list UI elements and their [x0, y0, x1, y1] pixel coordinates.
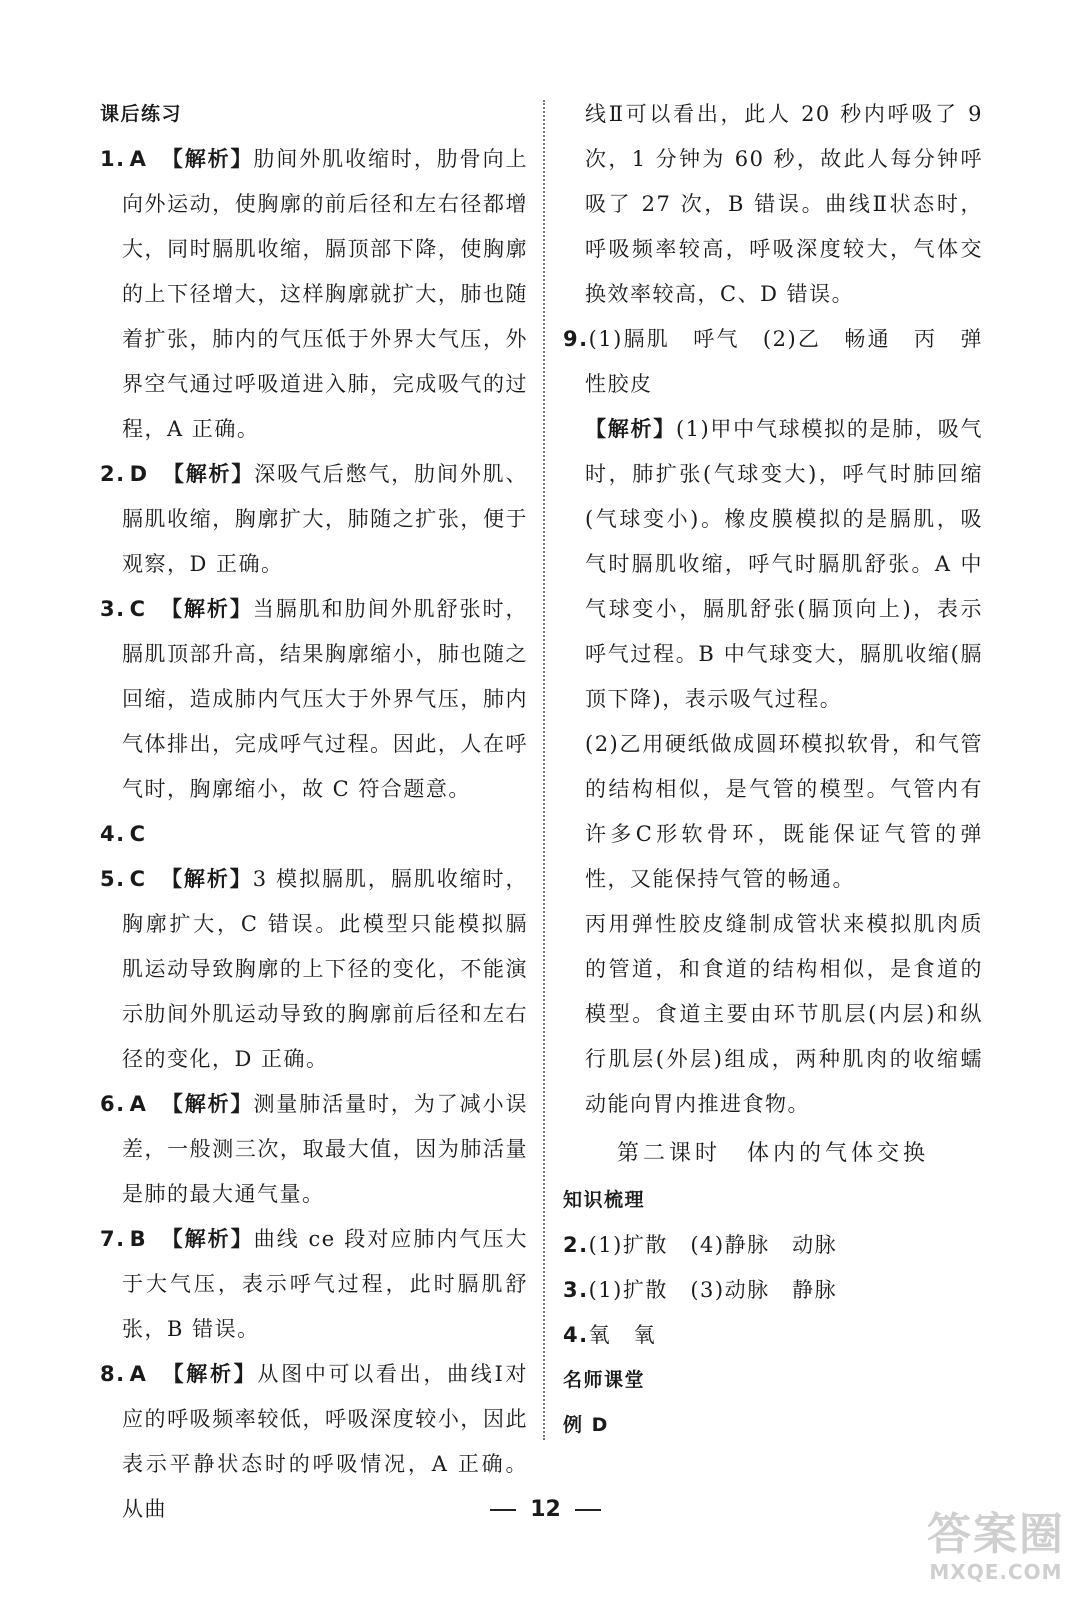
- watermark-url: MXQE.COM: [929, 1560, 1063, 1584]
- answer-letter: C: [129, 822, 147, 846]
- question-5: [100, 857, 528, 1082]
- question-3: [100, 587, 528, 812]
- knowledge-item-4: [563, 1313, 983, 1358]
- analysis-text: 当膈肌和肋间外肌舒张时，膈肌顶部升高，结果胸廓缩小，肺也随之回缩，造成肺内气压大于外界气压，肺内气体排出，完成呼气过程。因此，人在呼气时，胸廓缩小，故 C 符合题意。: [122, 597, 529, 801]
- question-2: [100, 452, 528, 587]
- section-heading-practice: 课后练习: [100, 103, 183, 125]
- answer-letter: A: [129, 147, 148, 171]
- answer-letter: D: [129, 462, 149, 486]
- analysis-text: 3 模拟膈肌，膈肌收缩时，胸廓扩大，C 错误。此模型只能模拟膈肌运动导致胸廓的上下径的变化，不能演示肋间外肌运动导致的胸廓前后径和左右径的变化，D 正确。: [122, 867, 528, 1071]
- question-7: [100, 1217, 528, 1352]
- analysis-text: (1)甲中气球模拟的是肺，吸气时，肺扩张(气球变大)，呼气时肺回缩(气球变小)。橡皮膜模拟的是膈肌，吸气时膈肌收缩，呼气时膈肌舒张。A 中气球变小，膈肌舒张(膈顶向上)，表示呼气过程。B 中气球变大，膈肌收缩(膈顶下降)，表示吸气过程。: [585, 417, 983, 711]
- question-number: 4.: [100, 822, 126, 846]
- question-4: [100, 812, 528, 857]
- question-number: 6.: [100, 1092, 126, 1116]
- footer-dash-left: [490, 1509, 516, 1511]
- question-9-analysis-3: 丙用弹性胶皮缝制成管状来模拟肌肉质的管道，和食道的结构相似，是食道的模型。食道主要由环节肌层(内层)和纵行肌层(外层)组成，两种肌肉的收缩蠕动能向胃内推进食物。: [585, 912, 983, 1116]
- answer-letter: A: [129, 1362, 148, 1386]
- item-text: 氧 氧: [588, 1323, 657, 1347]
- analysis-text: 从图中可以看出，曲线Ⅰ对应的呼吸频率较低，呼吸深度较小，因此表示平静状态时的呼吸情况，A 正确。从曲: [122, 1362, 528, 1521]
- example-answer-letter: D: [591, 1414, 609, 1436]
- item-text: (1)扩散 (3)动脉 静脉: [588, 1278, 838, 1302]
- watermark-text: 答案圈: [927, 1509, 1065, 1560]
- knowledge-item-3: [563, 1268, 983, 1313]
- analysis-text: 曲线 ce 段对应肺内气压大于大气压，表示呼气过程，此时膈肌舒张，B 错误。: [122, 1227, 528, 1341]
- page-number: 12: [530, 1497, 561, 1522]
- question-9-analysis-2: (2)乙用硬纸做成圆环模拟软骨，和气管的结构相似，是气管的模型。气管内有许多C形软骨环，既能保证气管的弹性，又能保持气管的畅通。: [585, 732, 983, 891]
- footer-dash-right: [575, 1509, 601, 1511]
- question-number: 1.: [100, 147, 126, 171]
- analysis-tag: 【解析】: [160, 597, 253, 621]
- question-number: 3.: [100, 597, 126, 621]
- answer-text: (1)膈肌 呼气 (2)乙 畅通 丙 弹性胶皮: [585, 327, 983, 396]
- item-number: 4.: [563, 1323, 589, 1347]
- question-number: 5.: [100, 867, 126, 891]
- question-1: [100, 137, 528, 452]
- question-8-continued: 线Ⅱ可以看出，此人 20 秒内呼吸了 9 次，1 分钟为 60 秒，故此人每分钟呼吸了 27 次，B 错误。曲线Ⅱ状态时，呼吸频率较高，呼吸深度较大，气体交换效率较高，C、D 错误。: [585, 102, 983, 306]
- question-6: [100, 1082, 528, 1217]
- knowledge-item-2: [563, 1223, 983, 1268]
- question-number: 9.: [563, 327, 589, 351]
- section-heading-knowledge: 知识梳理: [563, 1189, 646, 1211]
- left-column: [100, 92, 528, 1532]
- answer-letter: B: [129, 1227, 148, 1251]
- analysis-text: 测量肺活量时，为了减小误差，一般测三次，取最大值，因为肺活量是肺的最大通气量。: [122, 1092, 529, 1206]
- question-number: 2.: [100, 462, 126, 486]
- example-answer: [563, 1403, 983, 1448]
- analysis-tag: 【解析】: [160, 867, 253, 891]
- lesson-title: 第二课时 体内的气体交换: [616, 1141, 929, 1166]
- question-9: [563, 317, 983, 407]
- section-heading-classroom: 名师课堂: [563, 1369, 646, 1391]
- analysis-tag: 【解析】: [161, 1227, 254, 1251]
- analysis-text: 深吸气后憋气，肋间外肌、膈肌收缩，胸廓扩大，肺随之扩张，便于观察，D 正确。: [122, 462, 529, 576]
- answer-letter: C: [129, 597, 147, 621]
- question-number: 7.: [100, 1227, 126, 1251]
- analysis-tag: 【解析】: [161, 147, 254, 171]
- watermark-logo: [921, 1510, 1071, 1590]
- answer-letter: A: [129, 1092, 148, 1116]
- item-number: 3.: [563, 1278, 589, 1302]
- item-number: 2.: [563, 1233, 589, 1257]
- column-divider: [543, 100, 545, 1440]
- answer-letter: C: [129, 867, 147, 891]
- analysis-tag: 【解析】: [161, 1092, 254, 1116]
- item-text: (1)扩散 (4)静脉 动脉: [588, 1233, 838, 1257]
- analysis-text: 肋间外肌收缩时，肋骨向上向外运动，使胸廓的前后径和左右径都增大，同时膈肌收缩，膈顶部下降，使胸廓的上下径增大，这样胸廓就扩大，肺也随着扩张，肺内的气压低于外界大气压，外界空气通过呼吸道进入肺，完成吸气的过程，A 正确。: [122, 147, 529, 441]
- question-9-analysis-1: [563, 407, 983, 722]
- question-number: 8.: [100, 1362, 126, 1386]
- analysis-tag: 【解析】: [585, 417, 676, 441]
- analysis-tag: 【解析】: [162, 462, 255, 486]
- right-column: [563, 92, 983, 1448]
- example-label: 例: [563, 1414, 584, 1436]
- analysis-tag: 【解析】: [161, 1362, 258, 1386]
